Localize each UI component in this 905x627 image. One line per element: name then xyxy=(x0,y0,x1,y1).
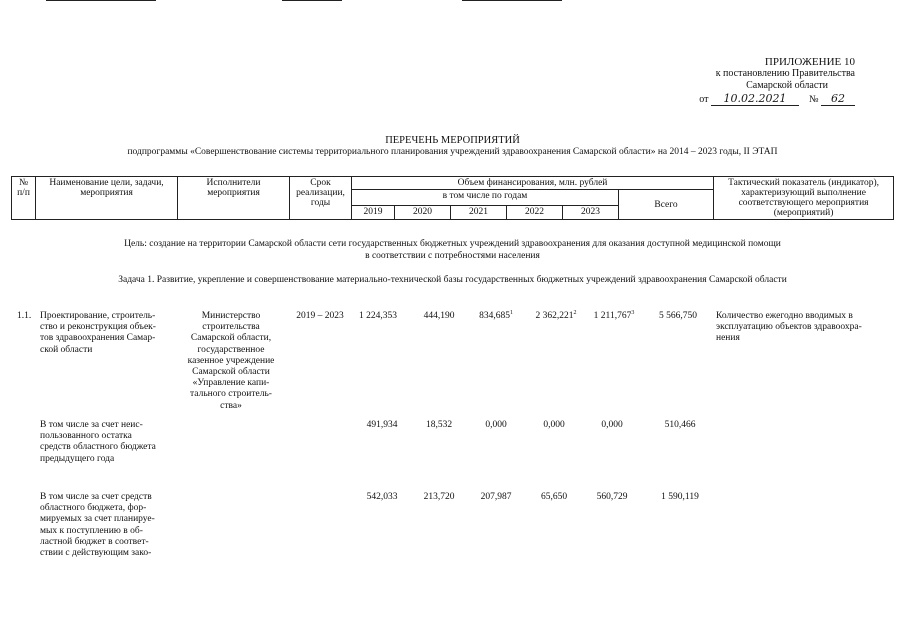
row-2-total: 510,466 xyxy=(664,420,696,430)
row-2-value-2021: 0,000 xyxy=(485,420,507,430)
row-1-executor-line: Самарской области xyxy=(192,367,270,378)
row-2-value-2020: 18,532 xyxy=(425,420,453,430)
row-1-executor-line: Министерство xyxy=(201,311,261,321)
number-prefix: № xyxy=(808,94,819,105)
appendix-title: ПРИЛОЖЕНИЕ 10 xyxy=(764,56,855,68)
header-year-2022: 2022 xyxy=(507,206,563,220)
date-prefix: от xyxy=(699,94,709,105)
row-3-name xyxy=(40,492,176,559)
header-funding: Объем финансирования, млн. рублей xyxy=(352,177,714,190)
row-1-name-line: ской области xyxy=(40,344,93,355)
row-2-name-line: В том числе за счет неис- xyxy=(40,420,143,430)
appendix-line-1: к постановлению Правительства xyxy=(715,68,855,79)
row-2-name-line: пользованного остатка xyxy=(40,431,132,442)
row-1-name-line: тов здравоохранения Самар- xyxy=(40,333,156,344)
header-name: Наименование цели, задачи, мероприятия xyxy=(36,177,178,220)
row-1-value-2019 xyxy=(350,311,406,322)
row-1-term: 2019 – 2023 xyxy=(296,311,344,321)
header-indicator: Тактический показатель (индикатор), характеризующий выполнение соответствующего мероприятия (мероприятий) xyxy=(714,177,894,220)
row-2-value-2023: 0,000 xyxy=(601,420,623,430)
row-1-indicator xyxy=(716,311,890,345)
row-3-value-2022: 65,650 xyxy=(540,492,568,502)
row-1-value-2023 xyxy=(586,311,642,322)
table-header xyxy=(11,176,894,220)
row-1-indicator-line: эксплуатацию объектов здравоохра- xyxy=(716,322,862,333)
value: 1 224,353 xyxy=(359,311,397,321)
value: 2 362,221 xyxy=(535,311,574,321)
header-term: Срок реализации, годы xyxy=(290,177,352,220)
appendix-block xyxy=(655,56,855,106)
header-year-2023: 2023 xyxy=(563,206,619,220)
row-1-executor-line: «Управление капи- xyxy=(192,378,270,389)
row-1-executor-line: ства» xyxy=(220,400,242,411)
header-year-2020: 2020 xyxy=(395,206,451,220)
row-3-value-2023: 560,729 xyxy=(596,492,628,502)
row-2-value-2019: 491,934 xyxy=(366,420,398,430)
footnote-mark: 1 xyxy=(509,309,513,316)
row-3-name-line: мируемых за счет планируе- xyxy=(40,514,155,525)
header-no: № п/п xyxy=(12,177,36,220)
value: 1 211,767 xyxy=(593,311,632,321)
top-rule-right xyxy=(462,0,562,1)
row-1-name xyxy=(40,311,176,356)
row-1-executor-line: государственное xyxy=(197,344,265,355)
appendix-line-2: Самарской области xyxy=(746,80,828,91)
row-1-executor-line: строительства xyxy=(202,322,260,333)
row-2-name-line: предыдущего года xyxy=(40,453,115,464)
row-1-executor-line: Самарской области, xyxy=(190,333,272,344)
row-2-name-line: средств областного бюджета xyxy=(40,442,156,453)
row-1-indicator-line: нения xyxy=(716,333,740,344)
row-2-value-2022: 0,000 xyxy=(543,420,565,430)
top-rule-left xyxy=(46,0,156,1)
row-3-total: 1 590,119 xyxy=(661,492,699,502)
goal-line-2: в соответствии с потребностями населения xyxy=(365,251,540,261)
row-1-value-2020 xyxy=(411,311,467,322)
header-total: Всего xyxy=(619,190,714,220)
row-1-no: 1.1. xyxy=(17,311,32,321)
header-by-years: в том числе по годам xyxy=(352,190,619,206)
header-year-2021: 2021 xyxy=(451,206,507,220)
row-1-executor xyxy=(177,311,285,412)
row-3-value-2021: 207,987 xyxy=(480,492,512,502)
row-3-name-line: ластной бюджет в соответ- xyxy=(40,536,149,547)
number-value: 62 xyxy=(821,93,855,106)
row-3-name-line: областного бюджета, фор- xyxy=(40,503,147,514)
top-rule-mid xyxy=(282,0,342,1)
row-1-total: 5 566,750 xyxy=(659,311,697,321)
row-1-value-2022 xyxy=(528,311,584,322)
row-1-indicator-line: Количество ежегодно вводимых в xyxy=(716,311,853,321)
header-year-2019: 2019 xyxy=(352,206,395,220)
date-value: 10.02.2021 xyxy=(711,93,799,106)
footnote-mark: 3 xyxy=(631,309,635,316)
row-1-executor-line: казенное учреждение xyxy=(187,355,275,366)
row-1-name-line: ство и реконструкция объек- xyxy=(40,322,156,333)
row-3-name-line: ствии с действующим зако- xyxy=(40,548,152,559)
task-line: Задача 1. Развитие, укрепление и совершенствование материально-технической базы государственных бюджетных учреждений здравоохранения Самарской области xyxy=(118,275,787,285)
value: 444,190 xyxy=(423,311,455,321)
list-title: ПЕРЕЧЕНЬ МЕРОПРИЯТИЙ xyxy=(385,135,520,146)
row-3-value-2020: 213,720 xyxy=(423,492,455,502)
appendix-date-line xyxy=(699,93,855,106)
row-2-name xyxy=(40,420,176,465)
header-executors: Исполнители мероприятия xyxy=(178,177,290,220)
goal-line-1: Цель: создание на территории Самарской области сети государственных бюджетных учреждений здравоохранения для оказания доступной медицинской помощи xyxy=(124,239,781,249)
row-3-value-2019: 542,033 xyxy=(366,492,398,502)
row-1-name-line: Проектирование, строитель- xyxy=(40,311,156,321)
value: 834,685 xyxy=(479,311,510,321)
row-3-name-line: мых к поступлению в об- xyxy=(40,525,143,536)
row-1-value-2021 xyxy=(468,311,524,322)
list-subtitle: подпрограммы «Совершенствование системы территориального планирования учреждений здравоохранения Самарской области» на 2014 – 2023 годы, II ЭТАП xyxy=(127,147,778,157)
row-1-executor-line: тального строитель- xyxy=(190,389,272,400)
footnote-mark: 2 xyxy=(573,309,577,316)
row-3-name-line: В том числе за счет средств xyxy=(40,492,152,502)
